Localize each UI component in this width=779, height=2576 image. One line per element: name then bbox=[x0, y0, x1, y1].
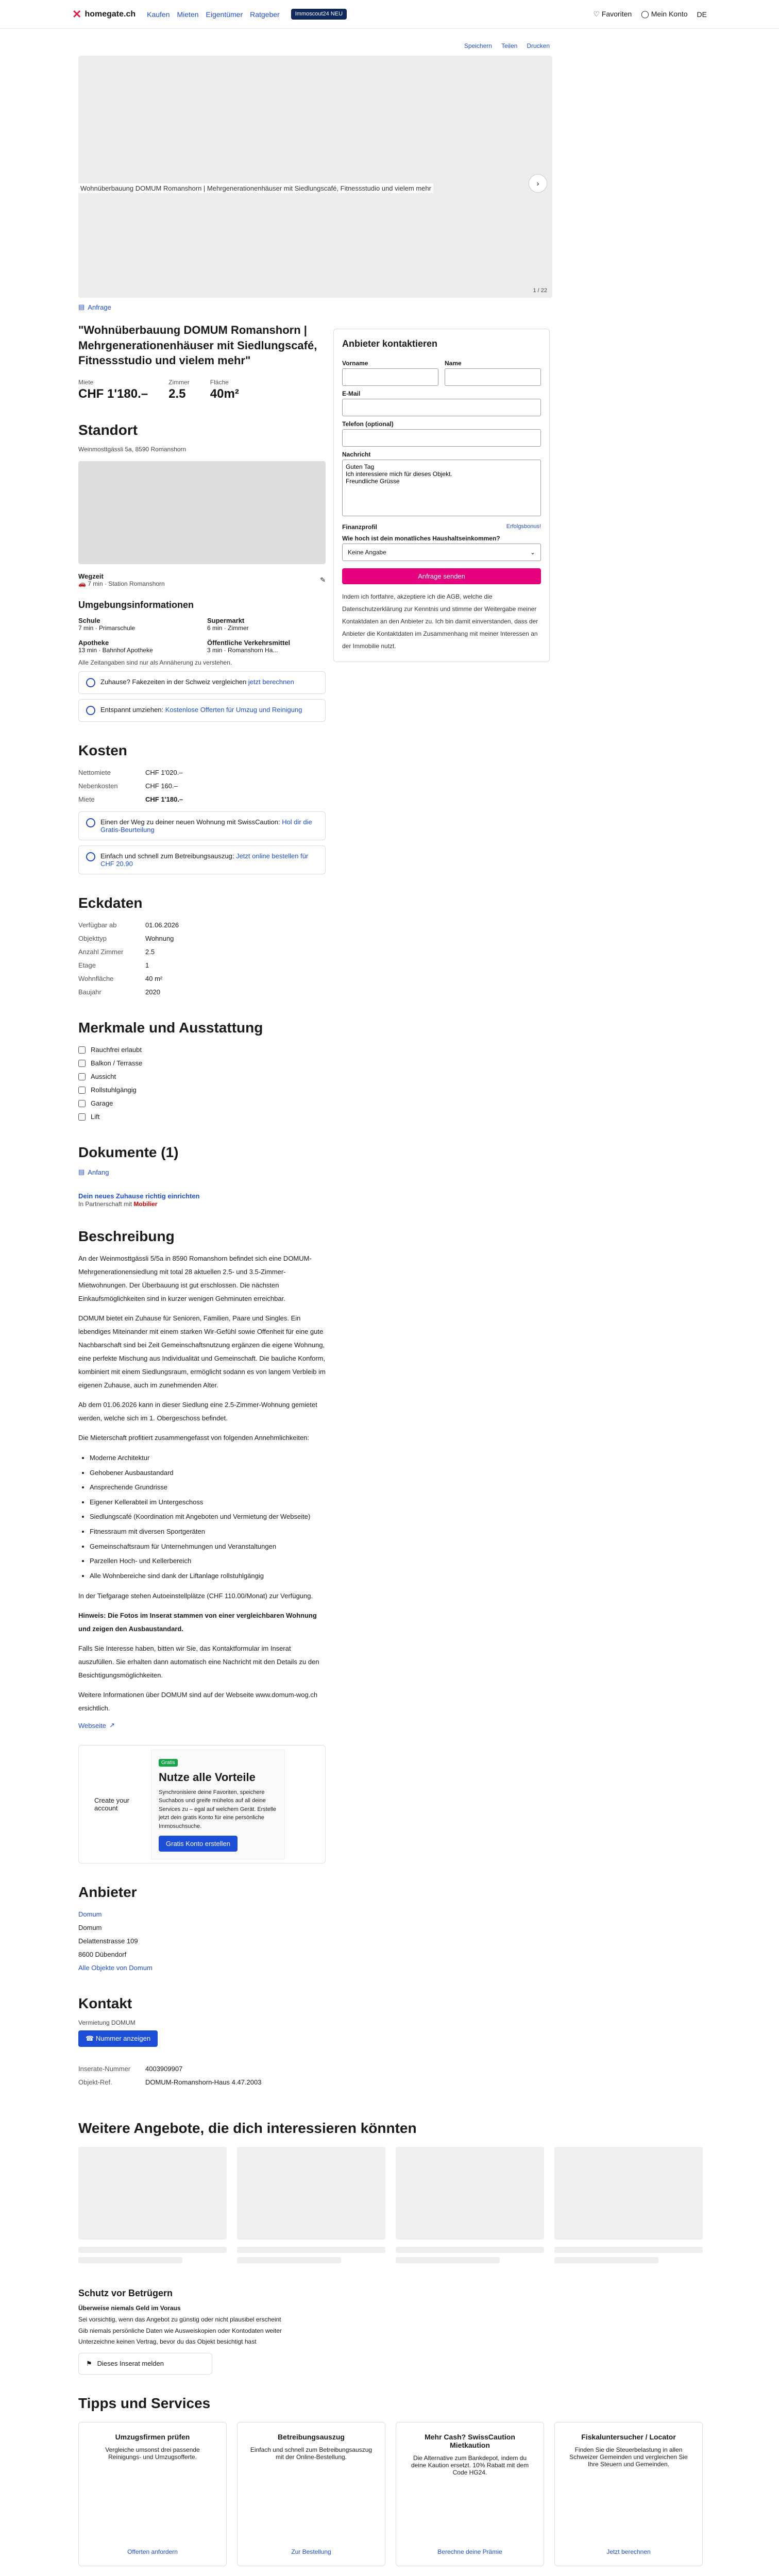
phone-input[interactable] bbox=[342, 429, 541, 447]
location-map[interactable] bbox=[78, 461, 326, 564]
share-button[interactable]: Teilen bbox=[501, 42, 518, 49]
message-textarea[interactable] bbox=[342, 460, 541, 516]
fraud-tips: Überweise niemals Geld im Voraus Sei vorsichtig, wenn das Angebot zu günstig oder nicht plausibel erscheint Gib niemals persönliche Daten wie Ausweiskopien oder Kontodaten weiter Unterzeichne keinen Vertrag, bevor du das Objekt besichtigt hast bbox=[78, 2304, 282, 2346]
listing-actions bbox=[0, 29, 779, 56]
first-name-input[interactable] bbox=[342, 368, 438, 386]
features-heading: Merkmale und Ausstattung bbox=[78, 1020, 263, 1036]
site-header bbox=[0, 0, 779, 29]
provider-info: Domum Domum Delattenstrasse 109 8600 Dübendorf Alle Objekte von Domum bbox=[78, 1910, 153, 1972]
email-input[interactable] bbox=[342, 399, 541, 416]
recommendation-card[interactable] bbox=[237, 2147, 385, 2267]
description-p5: In der Tiefgarage stehen Autoeinstellplätze (CHF 110.00/Monat) zur Verfügung. bbox=[78, 1592, 313, 1600]
homegate-logo[interactable]: ✕ homegate.ch bbox=[72, 7, 136, 21]
recommendation-card[interactable] bbox=[554, 2147, 703, 2267]
main-content bbox=[78, 56, 552, 2089]
main-nav bbox=[147, 10, 280, 19]
description-p4: Die Mieterschaft profitiert zusammengefasst von folgenden Annehmlichkeiten: bbox=[78, 1434, 310, 1442]
consent-note: Indem ich fortfahre, akzeptiere ich die AGB, welche die Datenschutzerklärung zur Kenntnis und stimme der Weitergabe meiner Kontaktdaten an den Anbieter zu. Ich bin damit einverstanden, dass der Anbieter die Kontaktdaten im Zusammenhang mit meiner Interessen an der Immobilie nutzt. bbox=[342, 593, 538, 650]
address: Weinmosttgässli 5a, 8590 Romanshorn bbox=[78, 446, 187, 453]
nav-ratgeber[interactable]: Ratgeber bbox=[250, 10, 280, 19]
chevron-right-icon: › bbox=[536, 179, 539, 188]
costs-table: Nettomiete CHF 1'020.– Nebenkosten CHF 160.– Miete CHF 1'180.– bbox=[78, 769, 183, 804]
contact-form: Anbieter kontaktieren Vorname Name E-Mail Telefon (optional) Nachricht Guten Tag Ich interessiere mich für dieses Objekt. Freundliche Grüsse Finanzprofil Erfolgsbonus! Wie hoch ist dein monatliches Haushaltseinkommen? Keine Angabe ⌄ Anfrage senden Indem ich fortfahre, akzeptiere ich die AGB, welche die Datenschutzerklärung zur Kenntnis und stimme der Weitergabe meiner Kontaktdaten an den Anbieter zu. Ich bin damit einverstanden, dass der Anbieter die Kontaktdaten im Zusammenhang mit meiner Interessen an der Immobilie nutzt. bbox=[333, 329, 550, 662]
document-icon bbox=[86, 852, 95, 861]
description-p7: Falls Sie Interesse haben, bitten wir Sie, das Kontaktformular im Inserat auszufüllen. Sie erhalten dann automatisch eine Nachricht mit den Details zu den Besichtigungsmöglichkeiten. bbox=[78, 1645, 319, 1680]
free-badge: Gratis bbox=[159, 1759, 178, 1767]
favorites-link[interactable]: ♡ Favoriten bbox=[593, 10, 632, 18]
account-promo: Create your account Gratis Nutze alle Vorteile Synchronisiere deine Favoriten, speichere Suchabos und greife mühelos auf all deine Services zu – egal auf welchem Gerät. Erstelle jetzt dein gratis Konto für eine persönliche Immosuchsuche. Gratis Konto erstellen bbox=[78, 1745, 326, 1863]
facts-heading: Eckdaten bbox=[78, 895, 143, 911]
account-link[interactable]: ◯ Mein Konto bbox=[641, 10, 688, 18]
swisscaution-card[interactable]: Einen der Weg zu deiner neuen Wohnung mit SwissCaution: Hol dir die Gratis-Beurteilung bbox=[78, 811, 326, 840]
facts-table: Verfügbar ab 01.06.2026 Objekttyp Wohnung Anzahl Zimmer 2.5 Etage 1 Wohnfläche 40 m² Baujahr 2020 bbox=[78, 921, 179, 996]
rooms: 2.5 bbox=[168, 387, 186, 401]
chevron-down-icon: ⌄ bbox=[530, 549, 535, 556]
feature-icon bbox=[78, 1073, 86, 1080]
contact-heading: Kontakt bbox=[78, 1995, 132, 2012]
document-link[interactable]: ▤ Anfang bbox=[78, 1168, 109, 1176]
fraud-heading: Schutz vor Betrügern bbox=[78, 2288, 173, 2299]
feature-icon bbox=[78, 1046, 86, 1054]
nav-eigentuemer[interactable]: Eigentümer bbox=[206, 10, 243, 19]
env-heading: Umgebungsinformationen bbox=[78, 600, 194, 611]
clock-icon bbox=[86, 678, 95, 687]
inquiry-link[interactable]: ▤ Anfrage bbox=[78, 303, 111, 311]
nav-mieten[interactable]: Mieten bbox=[177, 10, 199, 19]
description-p3: Ab dem 01.06.2026 kann in dieser Siedlung eine 2.5-Zimmer-Wohnung gemietet werden, welche sich im 1. Obergeschoss befindet. bbox=[78, 1401, 317, 1422]
phone-icon: ☎ bbox=[86, 2035, 94, 2043]
listing-details: ▤ Anfrage "Wohnüberbauung DOMUM Romanshorn | Mehrgenerationenhäuser mit Siedlungscafé, Fitnessstudio und vielem mehr" Miete CHF 1'180.– Zimmer 2.5 Fläche 40m² Standort Weinmosttgässli 5a, 8590 Romanshorn Wegzeit 🚗 7 min · Station Romanshorn ✎ Umgebungsinformationen Schule 7 min · Primarschule Supermarkt 6 min · Zimmer Apotheke 13 min · Bahnhof Apotheke Öffentliche Verkehrsmittel 3 min · Romanshorn Ha... Alle Zeitangaben sind nur als Annäherung zu verstehen. Zuhause? Fakezeiten in der Schweiz vergleichen jetzt berechnen Entspannt umziehen: Kostenlose Offerten für Umzug und Reinigung Kosten Nettomiete CHF 1'020.– Nebenkosten CHF 160.– Miete CHF 1'180.– Einen der Weg zu deiner neuen Wohnung mit SwissCaution: Hol dir die Gratis-Beurteilung Einfach und schnell zum Betreibungsauszug: Jetzt online bestellen für CHF 20.90 Eckdaten Verfügbar ab 01.06.2026 Objekttyp Wohnung Anzahl Zimmer 2.5 Etage 1 Wohnfläche 40 m² Baujahr 2020 Merkmale und Ausstattung Rauchfrei erlaubt Balkon / Terrasse Aussicht Rollstuhlgängig Garage Lift Dokumente (1) ▤ Anfang Dein neues Zuhause richtig einrichten In Partnerschaft mit Mobilier Beschreibung An der Weinmosttgässli 5/5a in 8590 Romanshorn befindet sich eine DOMUM-Mehrgenerationensiedlung mit total 28 aktuellen 2.5- und 3.5-Zimmer-Mietwohnungen. Der Überbauung ist gut erschlossen. Die nächsten Einkaufsmöglichkeiten sind in kurzer wenigen Gehminuten erreichbar. DOMUM bietet ein Zuhause für Senioren, Familien, Paare und Singles. Ein lebendiges Miteinander mit einem starken Wir-Gefühl sowie Offenheit für eine gute Nachbarschaft sind bei Zeit Gemeinschaftsnutzung ergänzen die eigene Wohnung, eine perfekte Mischung aus Individualität und Gemeinschaft. Die bauliche Konform, kombiniert mit einem Siedlungsraum, ermöglicht sodann es von langem Verbleib im eigenen Zuhause, auch im zunehmenden Alter. Ab dem 01.06.2026 kann in dieser Siedlung eine 2.5-Zimmer-Wohnung gemietet werden, welche sich im 1. Obergeschoss befindet. Die Mieterschaft profitiert zusammengefasst von folgenden Annehmlichkeiten: • Moderne Architektur • Gehobener Ausbaustandard • Ansprechende Grundrisse • Eigener Kellerabteil im Untergeschoss • Siedlungscafé (Koordination mit Angeboten und Vermietung der Webseite) • Fitnessraum mit diversen Sportgeräten • Gemeinschaftsraum für Unternehmungen und Veranstaltungen • Parzellen Hoch- und Kellerbereich • Alle Wohnbereiche sind dank der Liftanlage rollstuhlgängig In der Tiefgarage stehen Autoeinstellplätze (CHF 110.00/Monat) zur Verfügung. Hinweis: Die Fotos im Inserat stammen von einer vergleichbaren Wohnung und zeigen den Ausbaustandard. Falls Sie Interesse haben, bitten wir Sie, das Kontaktformular im Inserat auszufüllen. Sie erhalten dann automatisch eine Nachricht mit den Details zu den Besichtigungsmöglichkeiten. Weitere Informationen über DOMUM sind auf der Webseite www.domum-wog.ch ersichtlich. Webseite ↗ Create your account Gratis Nutze alle Vorteile Synchronisiere deine Favoriten, speichere Suchabos und greife mühelos auf all deine Services zu – egal auf welchem Gerät. Erstelle jetzt dein gratis Konto für eine persönliche Immosuchsuche. Gratis Konto erstellen Anbieter Domum Domum Delattenstrasse 109 8600 Dübendorf Alle Objekte von Domum Kontakt Vermietung DOMUM ☎ Nummer anzeigen Inserate-Nummer 4003909907 Objekt-Ref. DOMUM-Romanshorn-Haus 4.47.2003 bbox=[78, 303, 326, 2089]
edit-route-icon[interactable]: ✎ bbox=[320, 575, 326, 584]
key-facts: Miete CHF 1'180.– Zimmer 2.5 Fläche 40m² bbox=[78, 379, 239, 401]
pdf-icon: ▤ bbox=[78, 1168, 85, 1176]
description-p2: DOMUM bietet ein Zuhause für Senioren, Familien, Paare und Singles. Ein lebendiges Miteinander mit einem starken Wir-Gefühl sowie Offenheit für eine gute Nachbarschaft sind bei Zeit Gemeinschaftsnutzung ergänzen die eigene Wohnung, eine perfekte Mischung aus Individualität und Gemeinschaft. Die bauliche Konform, kombiniert mit einem Siedlungsraum, ermöglicht sodann es von langem Verbleib im eigenen Zuhause, auch im zunehmenden Alter. bbox=[78, 1314, 326, 1389]
flag-icon: ⚑ bbox=[86, 2359, 92, 2367]
report-listing-button[interactable]: ⚑ Dieses Inserat melden bbox=[78, 2353, 212, 2375]
features-list: Rauchfrei erlaubt Balkon / Terrasse Aussicht Rollstuhlgängig Garage Lift bbox=[78, 1043, 326, 1124]
image-gallery[interactable] bbox=[78, 56, 552, 298]
feature-icon bbox=[78, 1100, 86, 1107]
gallery-next-button[interactable] bbox=[529, 174, 547, 193]
last-name-input[interactable] bbox=[445, 368, 541, 386]
nav-kaufen[interactable]: Kaufen bbox=[147, 10, 170, 19]
language-select[interactable]: DE bbox=[697, 10, 707, 19]
create-account-button[interactable]: Gratis Konto erstellen bbox=[159, 1836, 238, 1852]
area: 40m² bbox=[210, 387, 239, 401]
gallery-caption: Wohnüberbauung DOMUM Romanshorn | Mehrgenerationenhäuser mit Siedlungscafé, Fitnessstudio und vielem mehr bbox=[78, 183, 433, 193]
reference-info: Inserate-Nummer 4003909907 Objekt-Ref. DOMUM-Romanshorn-Haus 4.47.2003 bbox=[78, 2065, 262, 2087]
feature-icon bbox=[78, 1087, 86, 1094]
provider-name-link[interactable]: Domum bbox=[78, 1910, 102, 1919]
service-card[interactable]: Mehr Cash? SwissCaution Mietkaution Die Alternative zum Bankdepot, indem du deine Kaution ersetzt. 10% Rabatt mit dem Code HG24. Berechne deine Prämie bbox=[396, 2422, 544, 2566]
immoscout-new-badge[interactable]: Immoscout24 NEU bbox=[291, 9, 347, 19]
feature-icon bbox=[78, 1060, 86, 1067]
costs-heading: Kosten bbox=[78, 742, 127, 759]
website-link[interactable]: Webseite ↗ bbox=[78, 1721, 115, 1730]
route-info: Wegzeit 🚗 7 min · Station Romanshorn ✎ bbox=[78, 572, 326, 588]
description-p1: An der Weinmosttgässli 5/5a in 8590 Romanshorn befindet sich eine DOMUM-Mehrgenerationensiedlung mit total 28 aktuellen 2.5- und 3.5-Zimmer-Mietwohnungen. Der Überbauung ist gut erschlossen. Die nächsten Einkaufsmöglichkeiten sind in kurzer wenigen Gehminuten erreichbar. bbox=[78, 1255, 312, 1303]
document-icon: ▤ bbox=[78, 303, 85, 311]
truck-icon bbox=[86, 706, 95, 715]
service-card[interactable]: Umzugsfirmen prüfen Vergleiche umsonst drei passende Reinigungs- und Umzugsofferte. Offerten anfordern bbox=[78, 2422, 227, 2566]
save-button[interactable]: Speichern bbox=[464, 42, 492, 49]
all-objects-link[interactable]: Alle Objekte von Domum bbox=[78, 1964, 153, 1972]
recommendation-card[interactable] bbox=[396, 2147, 544, 2267]
external-link-icon: ↗ bbox=[109, 1721, 115, 1730]
env-grid: Schule 7 min · Primarschule Supermarkt 6 min · Zimmer Apotheke 13 min · Bahnhof Apotheke Öffentliche Verkehrsmittel 3 min · Romanshorn Ha... bbox=[78, 617, 291, 654]
recommendation-card[interactable] bbox=[78, 2147, 227, 2267]
description-heading: Beschreibung bbox=[78, 1228, 175, 1245]
price: CHF 1'180.– bbox=[78, 387, 148, 401]
logo-mark-icon: ✕ bbox=[72, 7, 82, 21]
location-heading: Standort bbox=[78, 422, 138, 438]
recommendations: Weitere Angebote, die dich interessieren könnten Schutz vor Betrügern Überweise niemals Geld im Voraus Sei vorsichtig, wenn das Angebot zu günstig oder nicht plausibel erscheint Gib niemals persönliche Daten wie Ausweiskopien oder Kontodaten weiter Unterzeichne keinen Vertrag, bevor du das Objekt besichtigt hast ⚑ Dieses Inserat melden Tipps und Services Umzugsfirmen prüfen Vergleiche umsonst drei passende Reinigungs- und Umzugsofferte. Offerten anfordern Betreibungsauszug Einfach und schnell zum Betreibungsauszug mit der Online-Bestellung. Zur Bestellung Mehr Cash? SwissCaution Mietkaution Die Alternative zum Bankdepot, indem du deine Kaution ersetzt. 10% Rabatt mit dem Code HG24. Berechne deine Prämie Fiskaluntersucher / Locator Finden Sie die Steuerbelastung in allen Schweizer Gemeinden und vergleichen Sie Ihre Steuern und Gemeinden. Jetzt berechnen bbox=[78, 2120, 703, 2566]
income-select[interactable]: Keine Angabe ⌄ bbox=[342, 544, 541, 561]
debt-extract-card[interactable]: Einfach und schnell zum Betreibungsauszug: Jetzt online bestellen für CHF 20.90 bbox=[78, 845, 326, 874]
car-icon: 🚗 bbox=[78, 580, 86, 588]
gallery-counter: 1 / 22 bbox=[533, 287, 547, 294]
amenities-list: • Moderne Architektur • Gehobener Ausbaustandard • Ansprechende Grundrisse • Eigener Kellerabteil im Untergeschoss • Siedlungscafé (Koordination mit Angeboten und Vermietung der Webseite) • Fitnessraum mit diversen Sportgeräten • Gemeinschaftsraum für Unternehmungen und Veranstaltungen • Parzellen Hoch- und Kellerbereich • Alle Wohnbereiche sind dank der Liftanlage rollstuhlgängig bbox=[90, 1451, 326, 1583]
description-p6: Hinweis: Die Fotos im Inserat stammen von einer vergleichbaren Wohnung und zeigen den Ausbaustandard. bbox=[78, 1612, 317, 1633]
moving-card[interactable]: Entspannt umziehen: Kostenlose Offerten für Umzug und Reinigung bbox=[78, 699, 326, 722]
service-card[interactable]: Betreibungsauszug Einfach und schnell zum Betreibungsauszug mit der Online-Bestellung. Zur Bestellung bbox=[237, 2422, 385, 2566]
service-card[interactable]: Fiskaluntersucher / Locator Finden Sie die Steuerbelastung in allen Schweizer Gemeinden und vergleichen Sie Ihre Steuern und Gemeinden. Jetzt berechnen bbox=[554, 2422, 703, 2566]
print-button[interactable]: Drucken bbox=[527, 42, 550, 49]
env-note: Alle Zeitangaben sind nur als Annäherung zu verstehen. bbox=[78, 659, 232, 667]
commute-card[interactable]: Zuhause? Fakezeiten in der Schweiz vergleichen jetzt berechnen bbox=[78, 671, 326, 694]
listing-title: "Wohnüberbauung DOMUM Romanshorn | Mehrgenerationenhäuser mit Siedlungscafé, Fitnessstudio und vielem mehr" bbox=[78, 324, 317, 367]
provider-heading: Anbieter bbox=[78, 1884, 137, 1901]
documents-heading: Dokumente (1) bbox=[78, 1144, 179, 1161]
shield-icon bbox=[86, 818, 95, 827]
send-inquiry-button[interactable]: Anfrage senden bbox=[342, 568, 541, 584]
mobilier-promo[interactable]: Dein neues Zuhause richtig einrichten In Partnerschaft mit Mobilier bbox=[78, 1192, 200, 1208]
description-p8: Weitere Informationen über DOMUM sind auf der Webseite www.domum-wog.ch ersichtlich. bbox=[78, 1691, 318, 1713]
feature-icon bbox=[78, 1113, 86, 1121]
show-number-button[interactable]: ☎ Nummer anzeigen bbox=[78, 2030, 158, 2047]
services-heading: Tipps und Services bbox=[78, 2395, 211, 2411]
